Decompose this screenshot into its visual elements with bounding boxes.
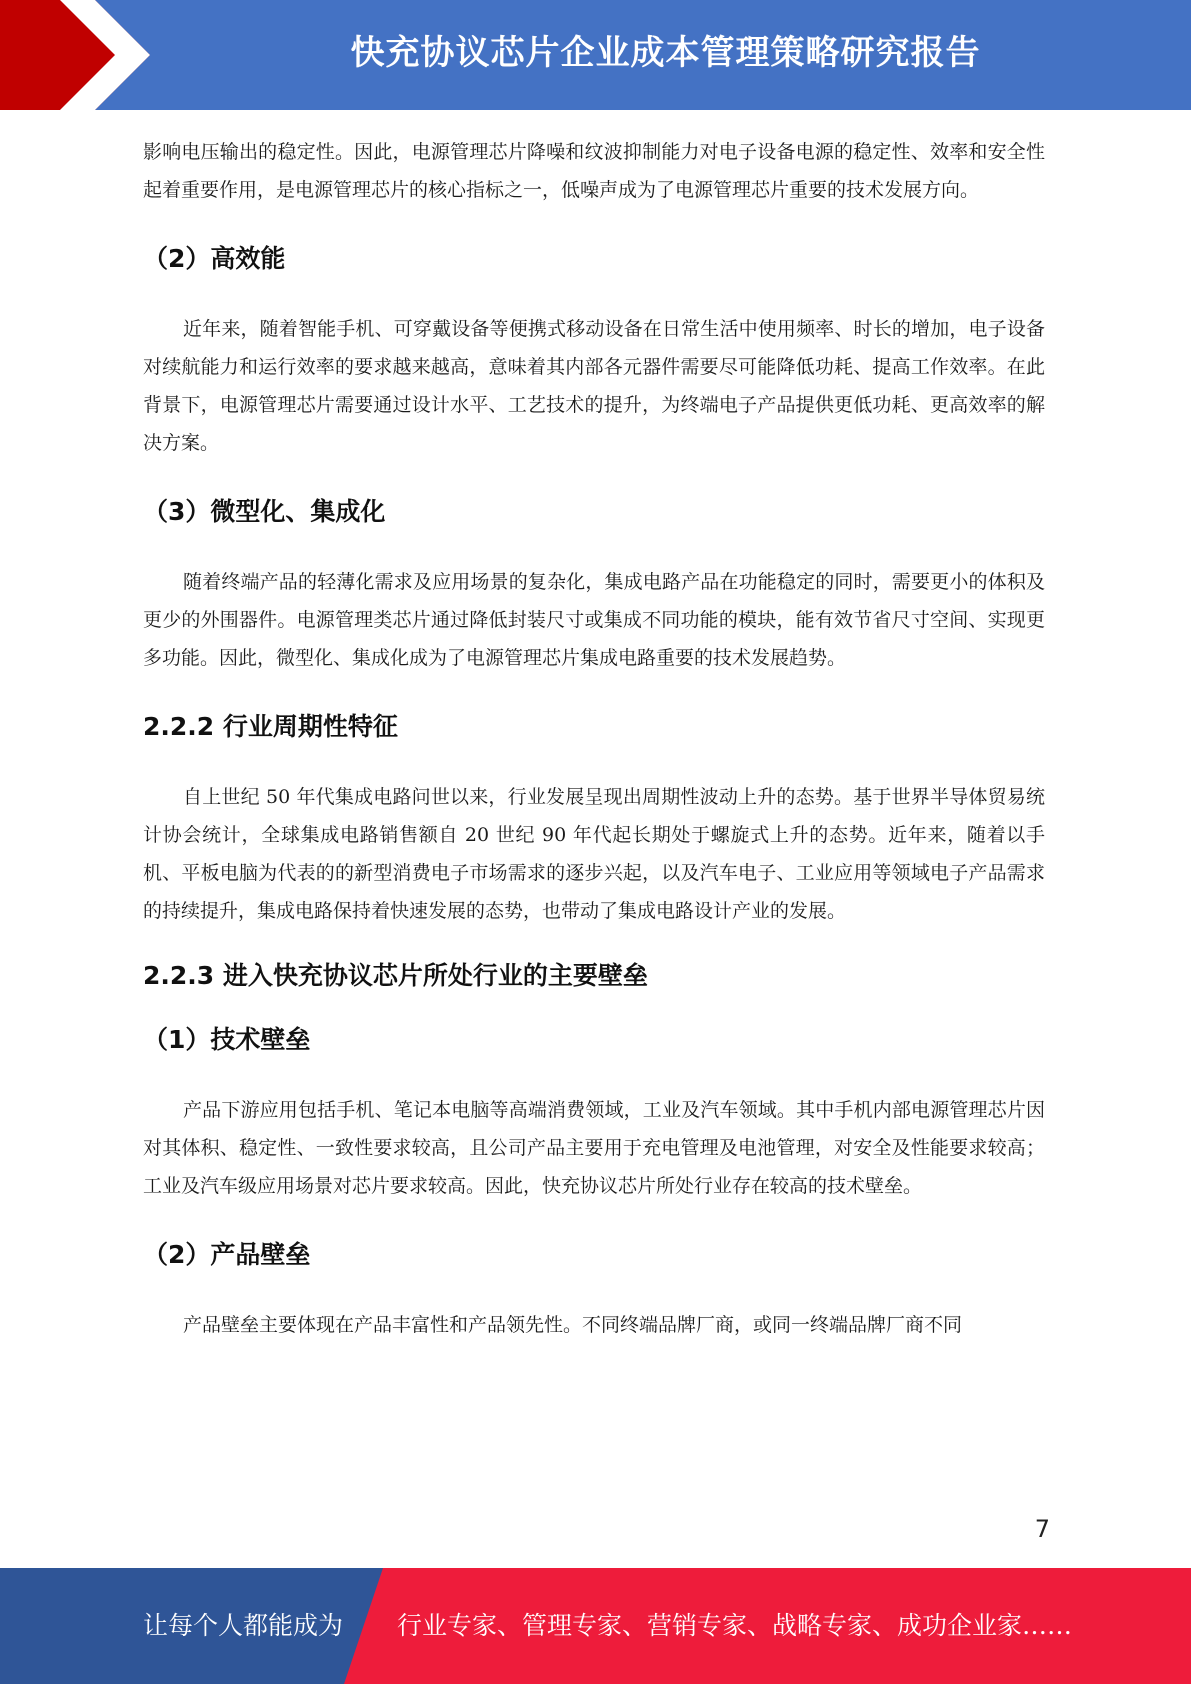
heading-high-efficiency: （2）高效能: [143, 244, 286, 273]
paragraph-cyclical: 自上世纪 50 年代集成电路问世以来，行业发展呈现出周期性波动上升的态势。基于世界半导体贸易统计协会统计，全球集成电路销售额自 20 世纪 90 年代起长期处于螺旋式上升的态势。近年来，随着以手机、平板电脑为代表的的新型消费电子市场需求的逐步兴起，以及汽车电子、工业应用等领域电子产品需求的持续提升，集成电路保持着快速发展的态势，也带动了集成电路设计产业的发展。: [143, 786, 1045, 922]
paragraph-high-efficiency: 近年来，随着智能手机、可穿戴设备等便携式移动设备在日常生活中使用频率、时长的增加，电子设备对续航能力和运行效率的要求越来越高，意味着其内部各元器件需要尽可能降低功耗、提高工作效率。在此背景下，电源管理芯片需要通过设计水平、工艺技术的提升，为终端电子产品提供更低功耗、更高效率的解决方案。: [143, 318, 1045, 454]
paragraph-miniaturization: 随着终端产品的轻薄化需求及应用场景的复杂化，集成电路产品在功能稳定的同时，需要更小的体积及更少的外围器件。电源管理类芯片通过降低封装尺寸或集成不同功能的模块，能有效节省尺寸空间、实现更多功能。因此，微型化、集成化成为了电源管理芯片集成电路重要的技术发展趋势。: [143, 571, 1045, 669]
paragraph-noise-continued: 影响电压输出的稳定性。因此，电源管理芯片降噪和纹波抑制能力对电子设备电源的稳定性、效率和安全性起着重要作用，是电源管理芯片的核心指标之一，低噪声成为了电源管理芯片重要的技术发展方向。: [143, 141, 1045, 201]
page-header: [0, 0, 1191, 110]
heading-section-2-2-2: 2.2.2 行业周期性特征: [143, 712, 398, 741]
paragraph-tech-barrier: 产品下游应用包括手机、笔记本电脑等高端消费领域，工业及汽车领域。其中手机内部电源管理芯片因对其体积、稳定性、一致性要求较高，且公司产品主要用于充电管理及电池管理，对安全及性能要求较高；工业及汽车级应用场景对芯片要求较高。因此，快充协议芯片所处行业存在较高的技术壁垒。: [143, 1099, 1045, 1197]
chevron-arrow-icon: [0, 0, 170, 110]
heading-tech-barrier: （1）技术壁垒: [143, 1025, 311, 1054]
heading-miniaturization: （3）微型化、集成化: [143, 497, 386, 526]
footer-slogan-right: 行业专家、管理专家、营销专家、战略专家、成功企业家……: [397, 1611, 1073, 1640]
page-footer: [0, 1568, 1191, 1684]
heading-product-barrier: （2）产品壁垒: [143, 1240, 311, 1269]
paragraph-product-barrier: 产品壁垒主要体现在产品丰富性和产品领先性。不同终端品牌厂商，或同一终端品牌厂商不同: [183, 1314, 963, 1336]
document-body: [143, 133, 1045, 1344]
footer-slogan-left: 让每个人都能成为: [143, 1611, 344, 1640]
heading-section-2-2-3: 2.2.3 进入快充协议芯片所处行业的主要壁垒: [143, 961, 648, 990]
report-title: 快充协议芯片企业成本管理策略研究报告: [350, 33, 981, 73]
page-number: 7: [1034, 1515, 1050, 1543]
